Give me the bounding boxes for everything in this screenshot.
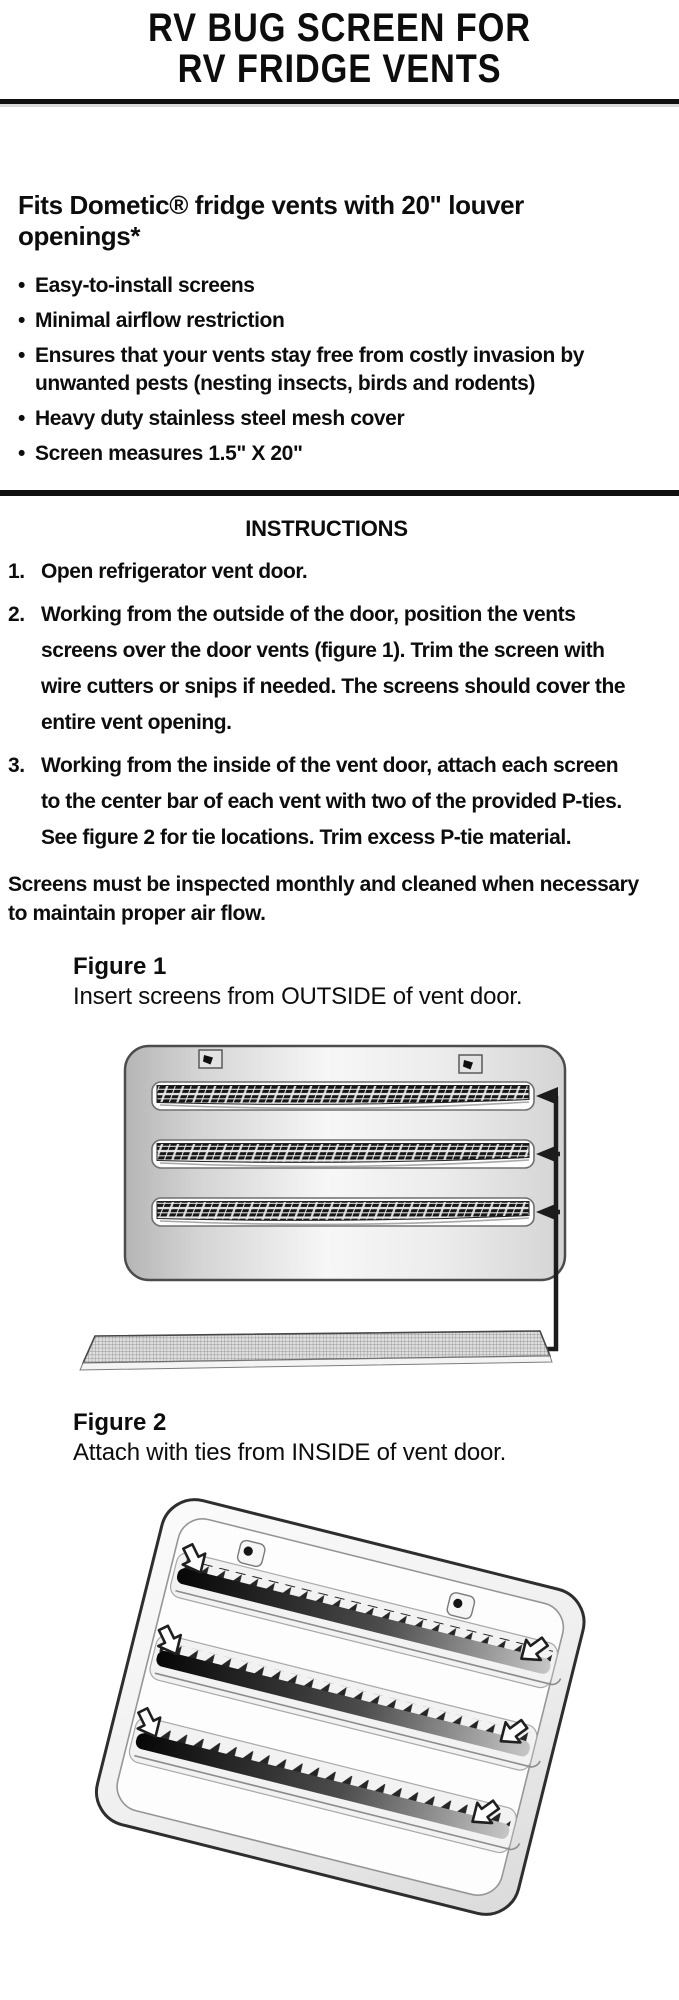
louver-slot-1	[152, 1082, 534, 1110]
page-title-line1: RV BUG SCREEN FOR	[148, 6, 531, 50]
step-text: Working from the inside of the vent door, attach each screen to the center bar of each vent with two of the provided P-ties. See figure 2 for tie locations. Trim excess P-tie material.	[41, 754, 622, 849]
feature-list	[18, 272, 651, 468]
features-section	[0, 190, 679, 468]
figure1-caption: Insert screens from OUTSIDE of vent door.	[73, 983, 523, 1010]
figure2-illustration	[0, 1482, 679, 1934]
instruction-step-1	[8, 554, 645, 590]
figure1-label: Figure 1	[73, 953, 167, 980]
title-block	[0, 0, 679, 90]
louver-slot-2	[152, 1140, 534, 1168]
latch-right-icon	[459, 1055, 482, 1073]
instructions-section	[0, 516, 679, 928]
divider-top	[0, 99, 679, 104]
figure2-caption: Attach with ties from INSIDE of vent door.	[73, 1439, 507, 1466]
step-number: 3.	[8, 754, 25, 777]
maintenance-note: Screens must be inspected monthly and cleaned when necessary to maintain proper air flow.	[8, 873, 639, 925]
latch-left-icon	[199, 1050, 222, 1068]
mesh-screen-strip	[80, 1331, 552, 1370]
step-text: Working from the outside of the door, position the vents screens over the door vents (figure 1). Trim the screen with wire cutters or snips if needed. The screens should cover the entire vent opening.	[41, 603, 626, 734]
features-heading: Fits Dometic® fridge vents with 20" louver openings*	[18, 190, 524, 251]
instruction-step-2	[8, 597, 645, 741]
instructions-heading: INSTRUCTIONS	[245, 516, 408, 541]
instruction-step-3	[8, 748, 645, 856]
figure1-illustration	[0, 1018, 679, 1398]
page-title-line2: RV FRIDGE VENTS	[177, 47, 502, 91]
louver-slot-3	[152, 1198, 534, 1226]
feature-item-pests: • Ensures that your vents stay free from costly invasion by unwanted pests (nesting insects, birds and rodents)	[18, 342, 651, 398]
feature-item-easy-install: • Easy-to-install screens	[18, 272, 651, 300]
vent-door-outside	[125, 1046, 565, 1280]
step-text: Open refrigerator vent door.	[41, 560, 308, 583]
instruction-steps	[8, 554, 645, 856]
step-number: 1.	[8, 560, 25, 583]
figure2-label: Figure 2	[73, 1409, 167, 1436]
figure2-section	[0, 1408, 679, 1934]
feature-item-mesh: • Heavy duty stainless steel mesh cover	[18, 405, 651, 433]
divider-middle	[0, 490, 679, 496]
feature-item-airflow: • Minimal airflow restriction	[18, 307, 651, 335]
step-number: 2.	[8, 603, 25, 626]
feature-item-measurements: • Screen measures 1.5" X 20"	[18, 440, 651, 468]
vent-door-inside	[89, 1492, 591, 1921]
figure1-section	[0, 952, 679, 1398]
